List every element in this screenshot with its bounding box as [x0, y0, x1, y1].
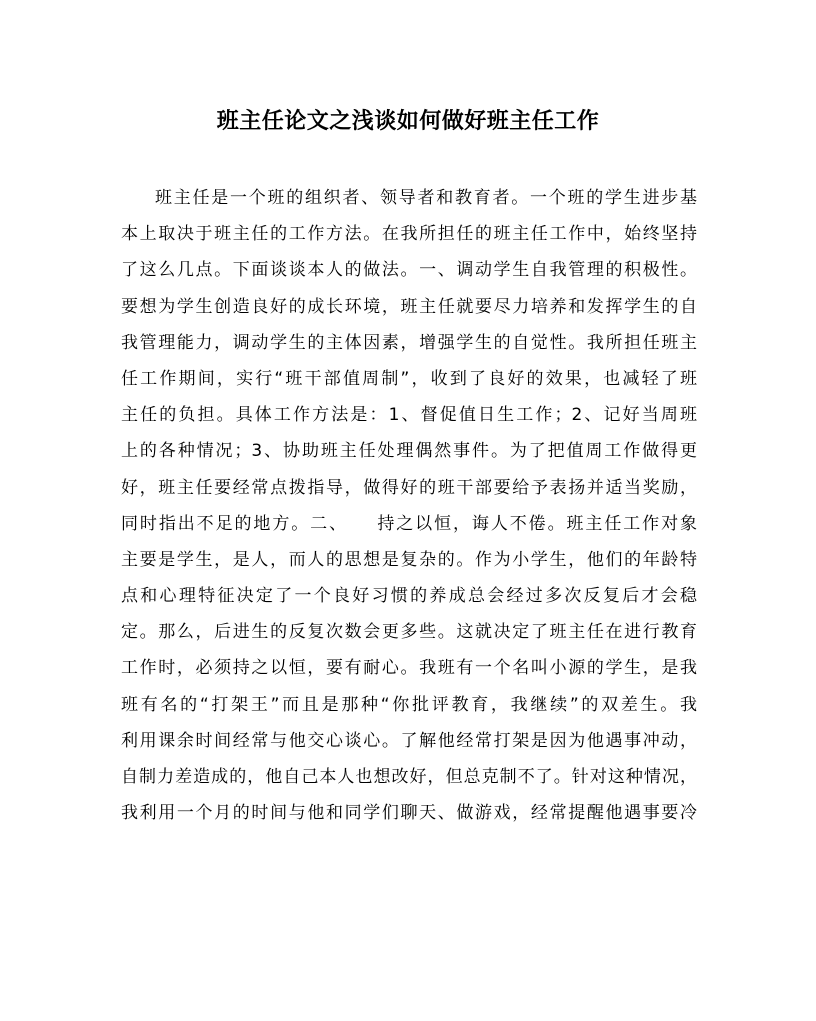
- body-line: 上的各种情况；3、协助班主任处理偶然事件。为了把值周工作做得更: [121, 441, 697, 462]
- body-line: 班主任是一个班的组织者、领导者和教育者。一个班的学生进步基: [155, 188, 697, 208]
- body-line: 本上取决于班主任的工作方法。在我所担任的班主任工作中，始终坚持: [121, 224, 697, 245]
- body-line: 我管理能力，调动学生的主体因素，增强学生的自觉性。我所担任班主: [121, 332, 697, 353]
- body-line: 同时指出不足的地方。二、 持之以恒，诲人不倦。班主任工作对象: [121, 513, 697, 534]
- body-line: 任工作期间，实行“班干部值周制”，收到了良好的效果，也减轻了班: [121, 368, 697, 389]
- body-line: 工作时，必须持之以恒，要有耐心。我班有一个名叫小源的学生，是我: [121, 658, 697, 679]
- document-body: [121, 180, 697, 831]
- body-line: 要想为学生创造良好的成长环境，班主任就要尽力培养和发挥学生的自: [121, 296, 697, 317]
- body-line: 主任的负担。具体工作方法是：1、督促值日生工作；2、记好当周班: [121, 405, 697, 426]
- body-line: 定。那么，后进生的反复次数会更多些。这就决定了班主任在进行教育: [121, 622, 697, 643]
- body-line: 好，班主任要经常点拨指导，做得好的班干部要给予表扬并适当奖励，: [121, 477, 697, 498]
- body-line: 了这么几点。下面谈谈本人的做法。一、调动学生自我管理的积极性。: [121, 260, 697, 281]
- body-line: 主要是学生，是人，而人的思想是复杂的。作为小学生，他们的年龄特: [121, 549, 697, 570]
- body-line: 班有名的“打架王”而且是那种“你批评教育，我继续”的双差生。我: [121, 694, 697, 715]
- document-title: 班主任论文之浅谈如何做好班主任工作: [216, 108, 600, 134]
- body-line: 自制力差造成的，他自己本人也想改好，但总克制不了。针对这种情况，: [121, 767, 697, 787]
- body-line: 我利用一个月的时间与他和同学们聊天、做游戏，经常提醒他遇事要冷: [121, 803, 697, 824]
- body-line: 点和心理特征决定了一个良好习惯的养成总会经过多次反复后才会稳: [121, 586, 697, 607]
- body-line: 利用课余时间经常与他交心谈心。了解他经常打架是因为他遇事冲动，: [121, 730, 697, 751]
